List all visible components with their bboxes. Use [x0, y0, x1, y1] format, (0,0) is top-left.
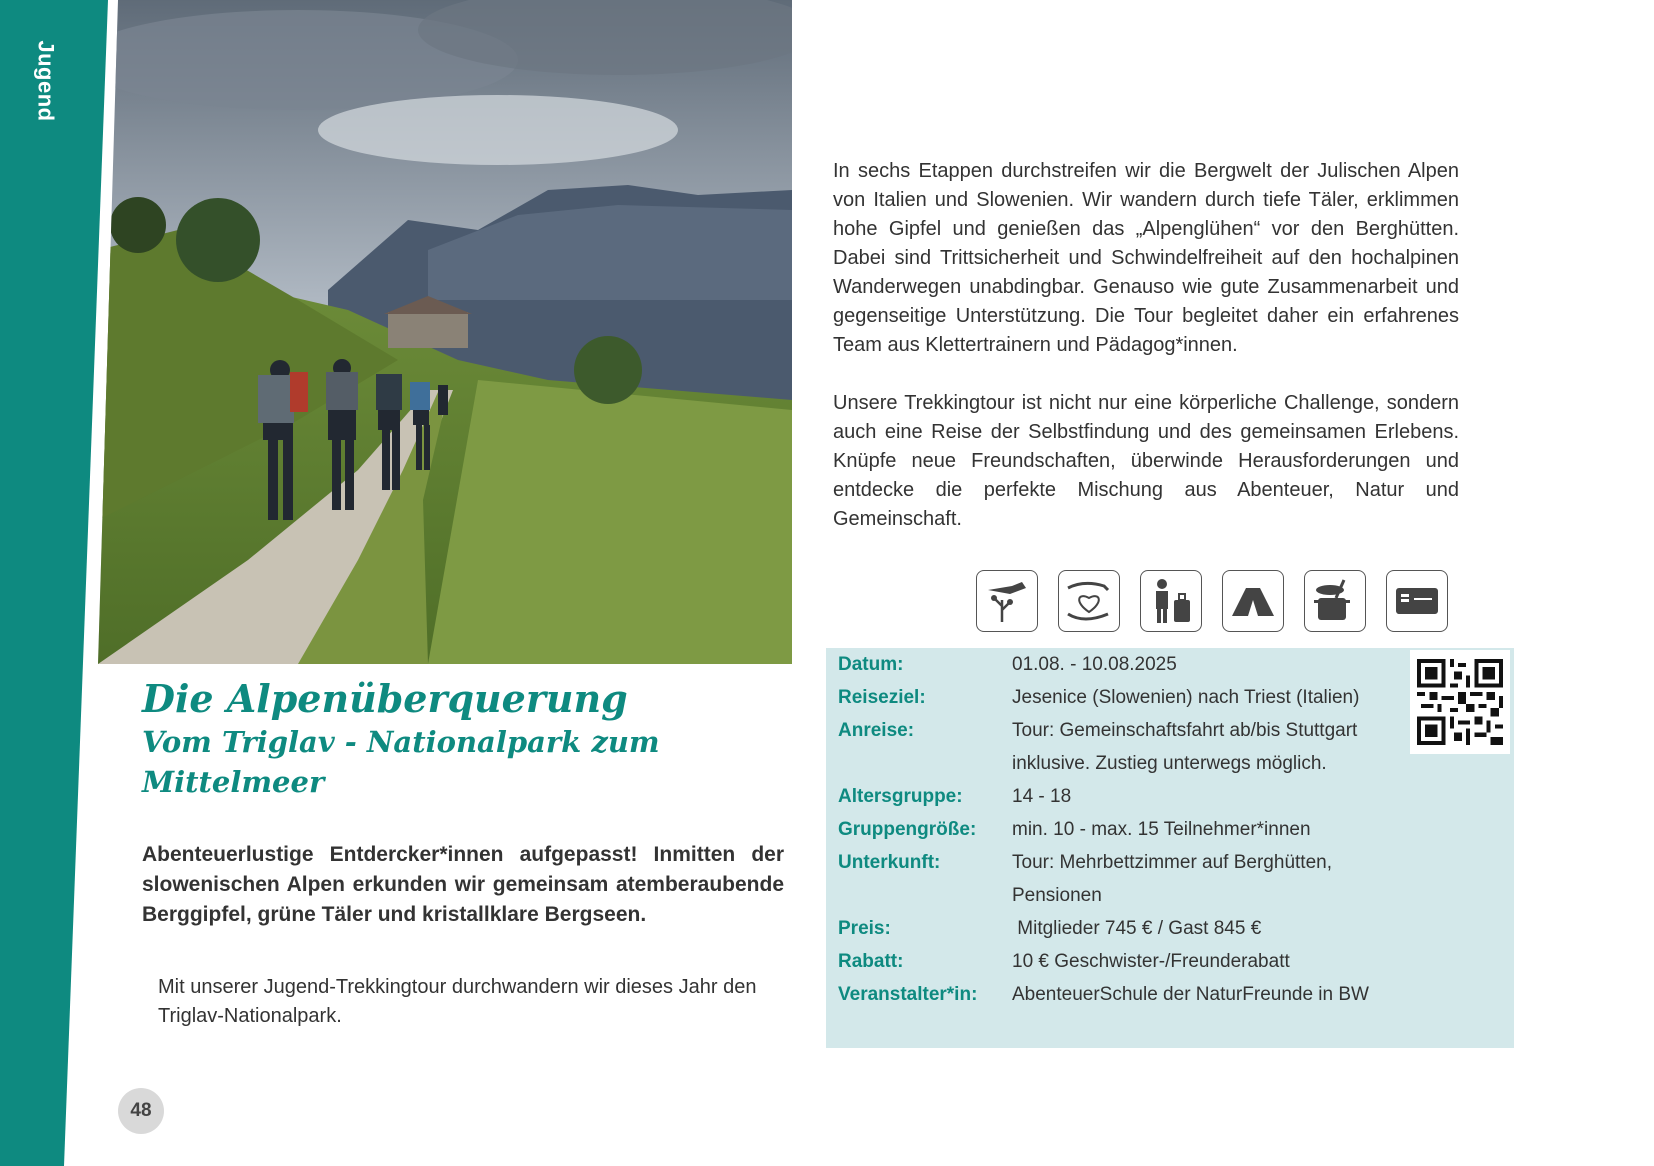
heart-hand-icon	[1058, 570, 1120, 632]
qr-code[interactable]	[1410, 650, 1510, 754]
plant-hand-icon	[976, 570, 1038, 632]
intro-text: Abenteuerlustige Entdercker*innen aufgepasst! Inmitten der slowenischen Alpen erkunden wir gemeinsam atemberaubende Berggipfel, grüne Täler und kristallklare Bergseen.	[142, 843, 784, 926]
page-number: 48	[118, 1088, 164, 1134]
info-box: Datum: 01.08. - 10.08.2025 Reiseziel: Jesenice (Slowenien) nach Triest (Italien) Anreise: Tour: Gemeinschaftsfahrt ab/bis Stuttgart inklusive. Zustieg unterwegs möglich. Altersgruppe: 14 - 18 Gruppengröße: min. 10 - max. 15 Teilnehmer*innen Unterkunft: Tour: Mehrbettzimmer auf Berghütten, Pensionen Preis: Mitglieder 745 € / Gast 845 € Rabatt: 10 € Geschwister-/Freunderabatt Veranstalter*in: AbenteuerSchule der NaturFreunde in BW	[826, 648, 1514, 1048]
section-label: Jugend	[34, 40, 60, 122]
tent-icon	[1222, 570, 1284, 632]
hiking-photo	[98, 0, 792, 664]
ticket-card-icon	[1386, 570, 1448, 632]
cooking-pot-icon	[1304, 570, 1366, 632]
title-block	[142, 676, 802, 802]
page-title: Die Alpenüberquerung	[142, 676, 628, 721]
feature-icons	[976, 570, 1448, 634]
description-paragraph: In sechs Etappen durchstreifen wir die Bergwelt der Julischen Alpen von Italien und Slowenien. Wir wandern durch tiefe Täler, erklimmen hohe Gipfel und genießen das „Alpenglühen“ vor den Berghütten. Dabei sind Trittsicherheit und Schwindelfreiheit auf den hochalpinen Wanderwegen unabdingbar. Genauso wie gute Zusammenarbeit und gegenseitige Unterstützung. Die Tour begleitet daher ein erfahrenes Team aus Klettertrainern und Pädagog*innen.	[833, 160, 1459, 356]
page-subtitle: Vom Triglav - Nationalpark zum Mittelmeer	[142, 725, 660, 799]
person-luggage-icon	[1140, 570, 1202, 632]
description-paragraph: Unsere Trekkingtour ist nicht nur eine körperliche Challenge, sondern auch eine Reise der Selbstfindung und des gemeinsamen Erlebens. Knüpfe neue Freundschaften, überwinde Herausforderungen und entdecke die perfekte Mischung aus Abenteuer, Natur und Gemeinschaft.	[833, 392, 1459, 530]
description	[833, 157, 1459, 534]
left-paragraph: Mit unserer Jugend-Trekkingtour durchwandern wir dieses Jahr den Triglav-Nationalpark.	[158, 976, 757, 1027]
